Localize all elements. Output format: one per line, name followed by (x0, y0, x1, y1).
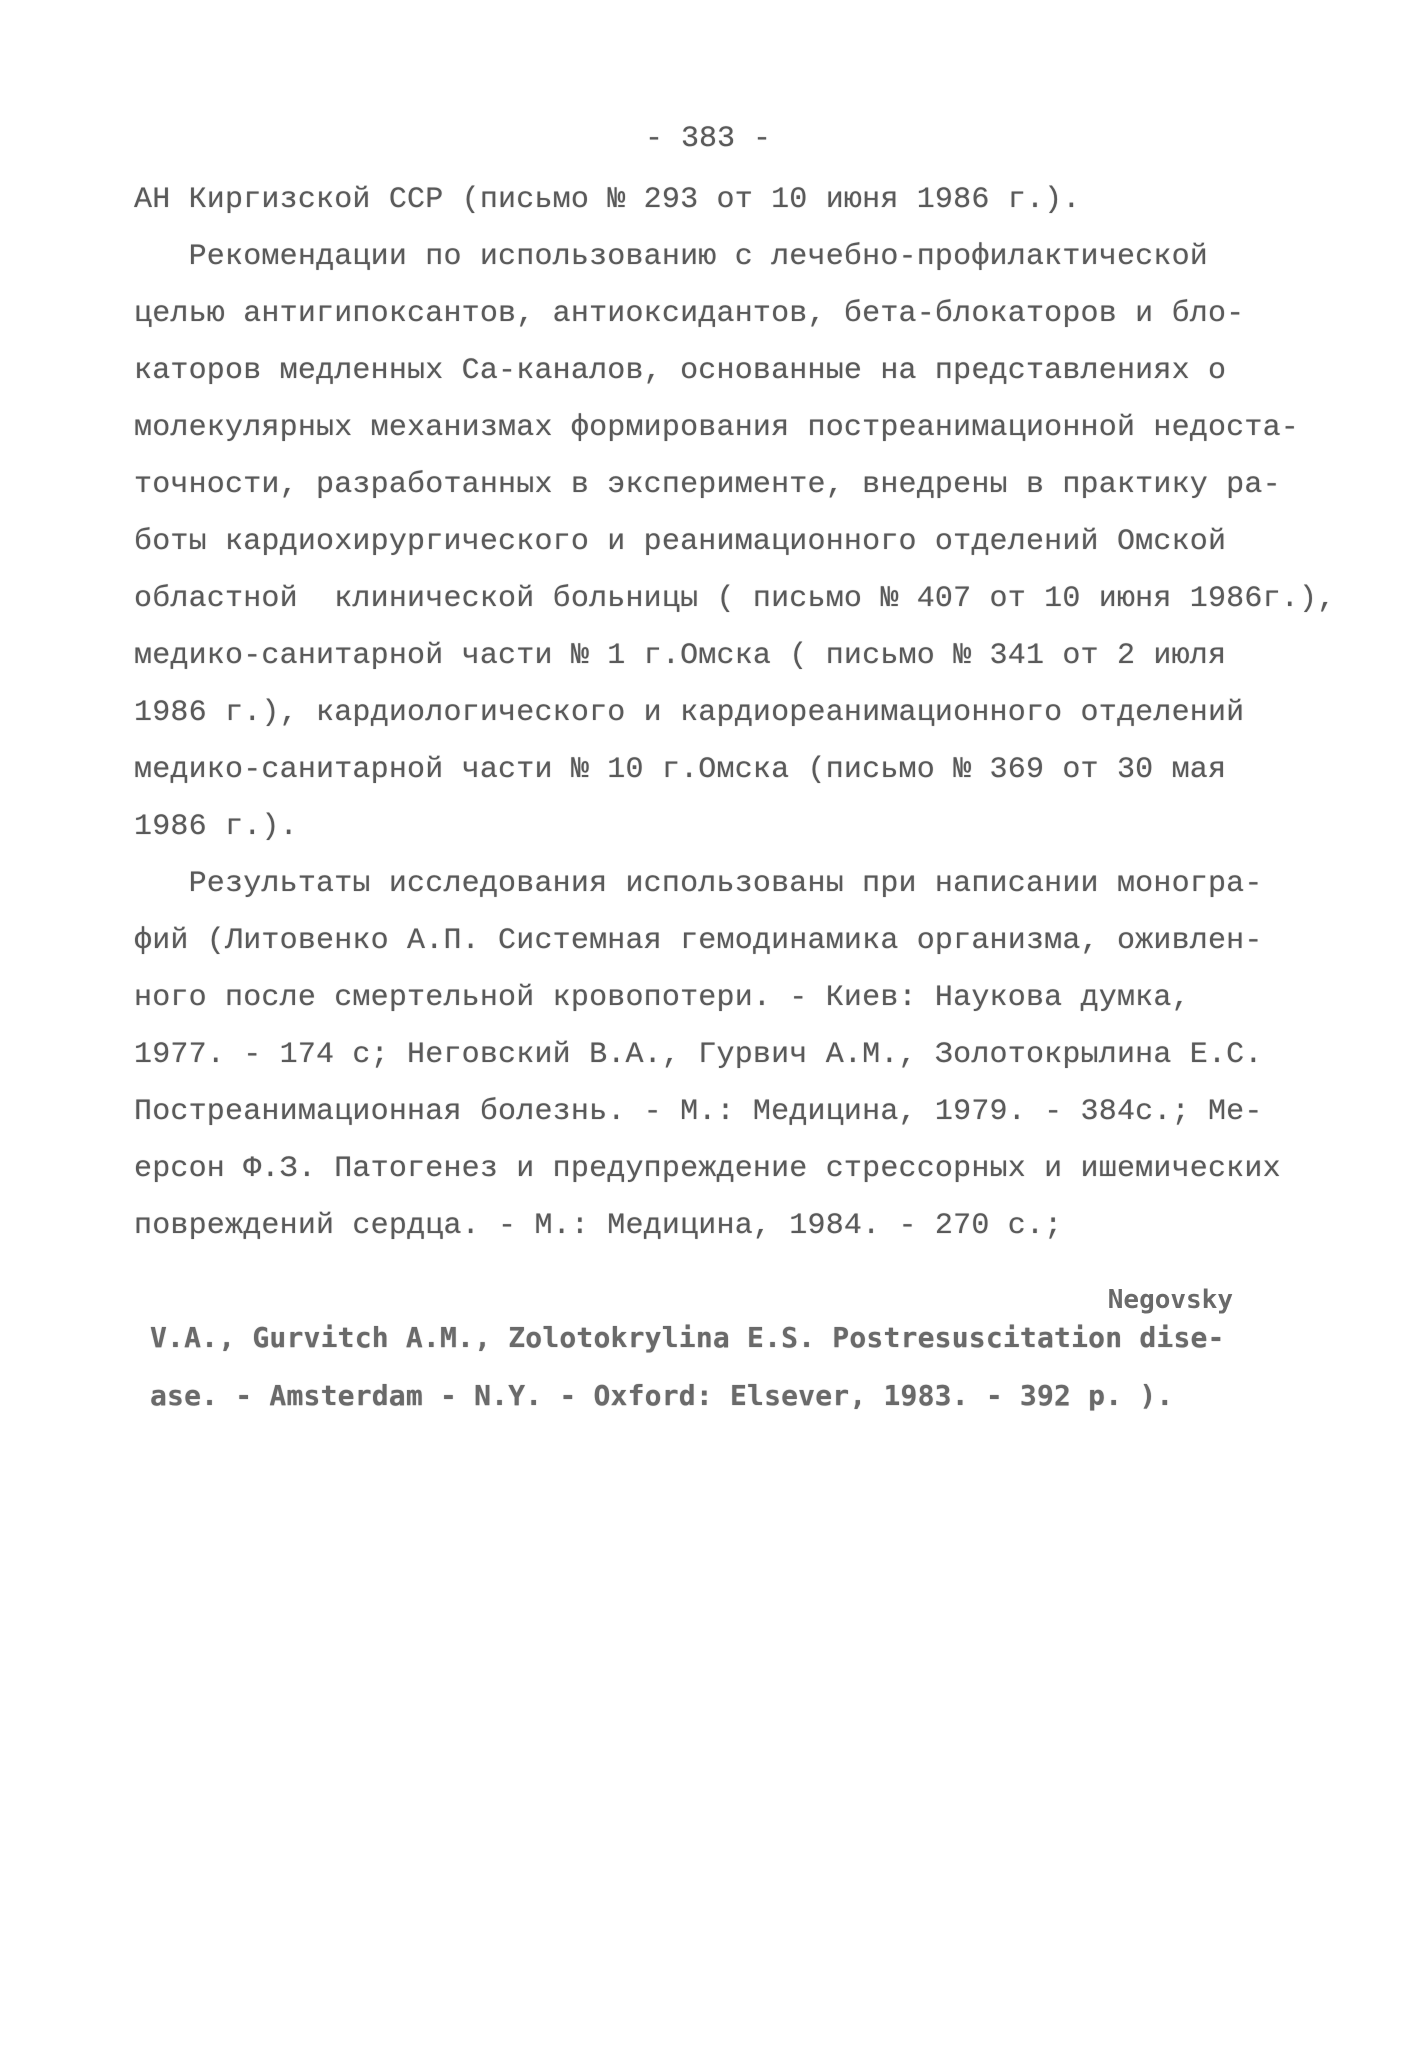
text-line-8: областной клинической больницы ( письмо № 407 от 10 июня 1986г.), (134, 582, 1336, 616)
text-line-5: молекулярных механизмах формирования постреанимационной недоста- (134, 411, 1299, 445)
text-line-15: ного после смертельной кровопотери. - Киев: Наукова думка, (134, 981, 1190, 1015)
latin-author-start: Negovsky (1107, 1285, 1233, 1315)
text-line-13: Результаты исследования использованы при написании моногра- (134, 867, 1263, 901)
text-line-18: ерсон Ф.З. Патогенез и предупреждение стрессорных и ишемических (134, 1152, 1281, 1186)
page-number: - 383 - (644, 122, 772, 156)
text-line-3: целью антигипоксантов, антиоксидантов, бета-блокаторов и бло- (134, 297, 1245, 331)
text-line-7: боты кардиохирургического и реанимационного отделений Омской (134, 525, 1227, 559)
latin-line-2: ase. - Amsterdam - N.Y. - Oxford: Elsever, 1983. - 392 p. ). (150, 1379, 1174, 1412)
text-line-2: Рекомендации по использованию с лечебно-профилактической (134, 240, 1208, 274)
text-line-9: медико-санитарной части № 1 г.Омска ( письмо № 341 от 2 июля (134, 639, 1227, 673)
text-line-11: медико-санитарной части № 10 г.Омска (письмо № 369 от 30 мая (134, 753, 1227, 787)
text-line-1: АН Киргизской ССР (письмо № 293 от 10 июня 1986 г.). (134, 183, 1081, 217)
text-line-10: 1986 г.), кардиологического и кардиореанимационного отделений (134, 696, 1245, 730)
text-line-16: 1977. - 174 с; Неговский В.А., Гурвич А.М., Золотокрылина Е.С. (134, 1038, 1263, 1072)
text-line-14: фий (Литовенко А.П. Системная гемодинамика организма, оживлен- (134, 924, 1263, 958)
latin-line-1: V.A., Gurvitch A.M., Zolotokrylina E.S. Postresuscitation dise- (150, 1321, 1225, 1354)
text-line-4: каторов медленных Са-каналов, основанные на представлениях о (134, 354, 1227, 388)
text-line-6: точности, разработанных в эксперименте, внедрены в практику ра- (134, 468, 1281, 502)
text-line-17: Постреанимационная болезнь. - М.: Медицина, 1979. - 384с.; Ме- (134, 1095, 1263, 1129)
text-line-12: 1986 г.). (134, 810, 298, 844)
text-line-19: повреждений сердца. - М.: Медицина, 1984. - 270 с.; (134, 1209, 1063, 1243)
